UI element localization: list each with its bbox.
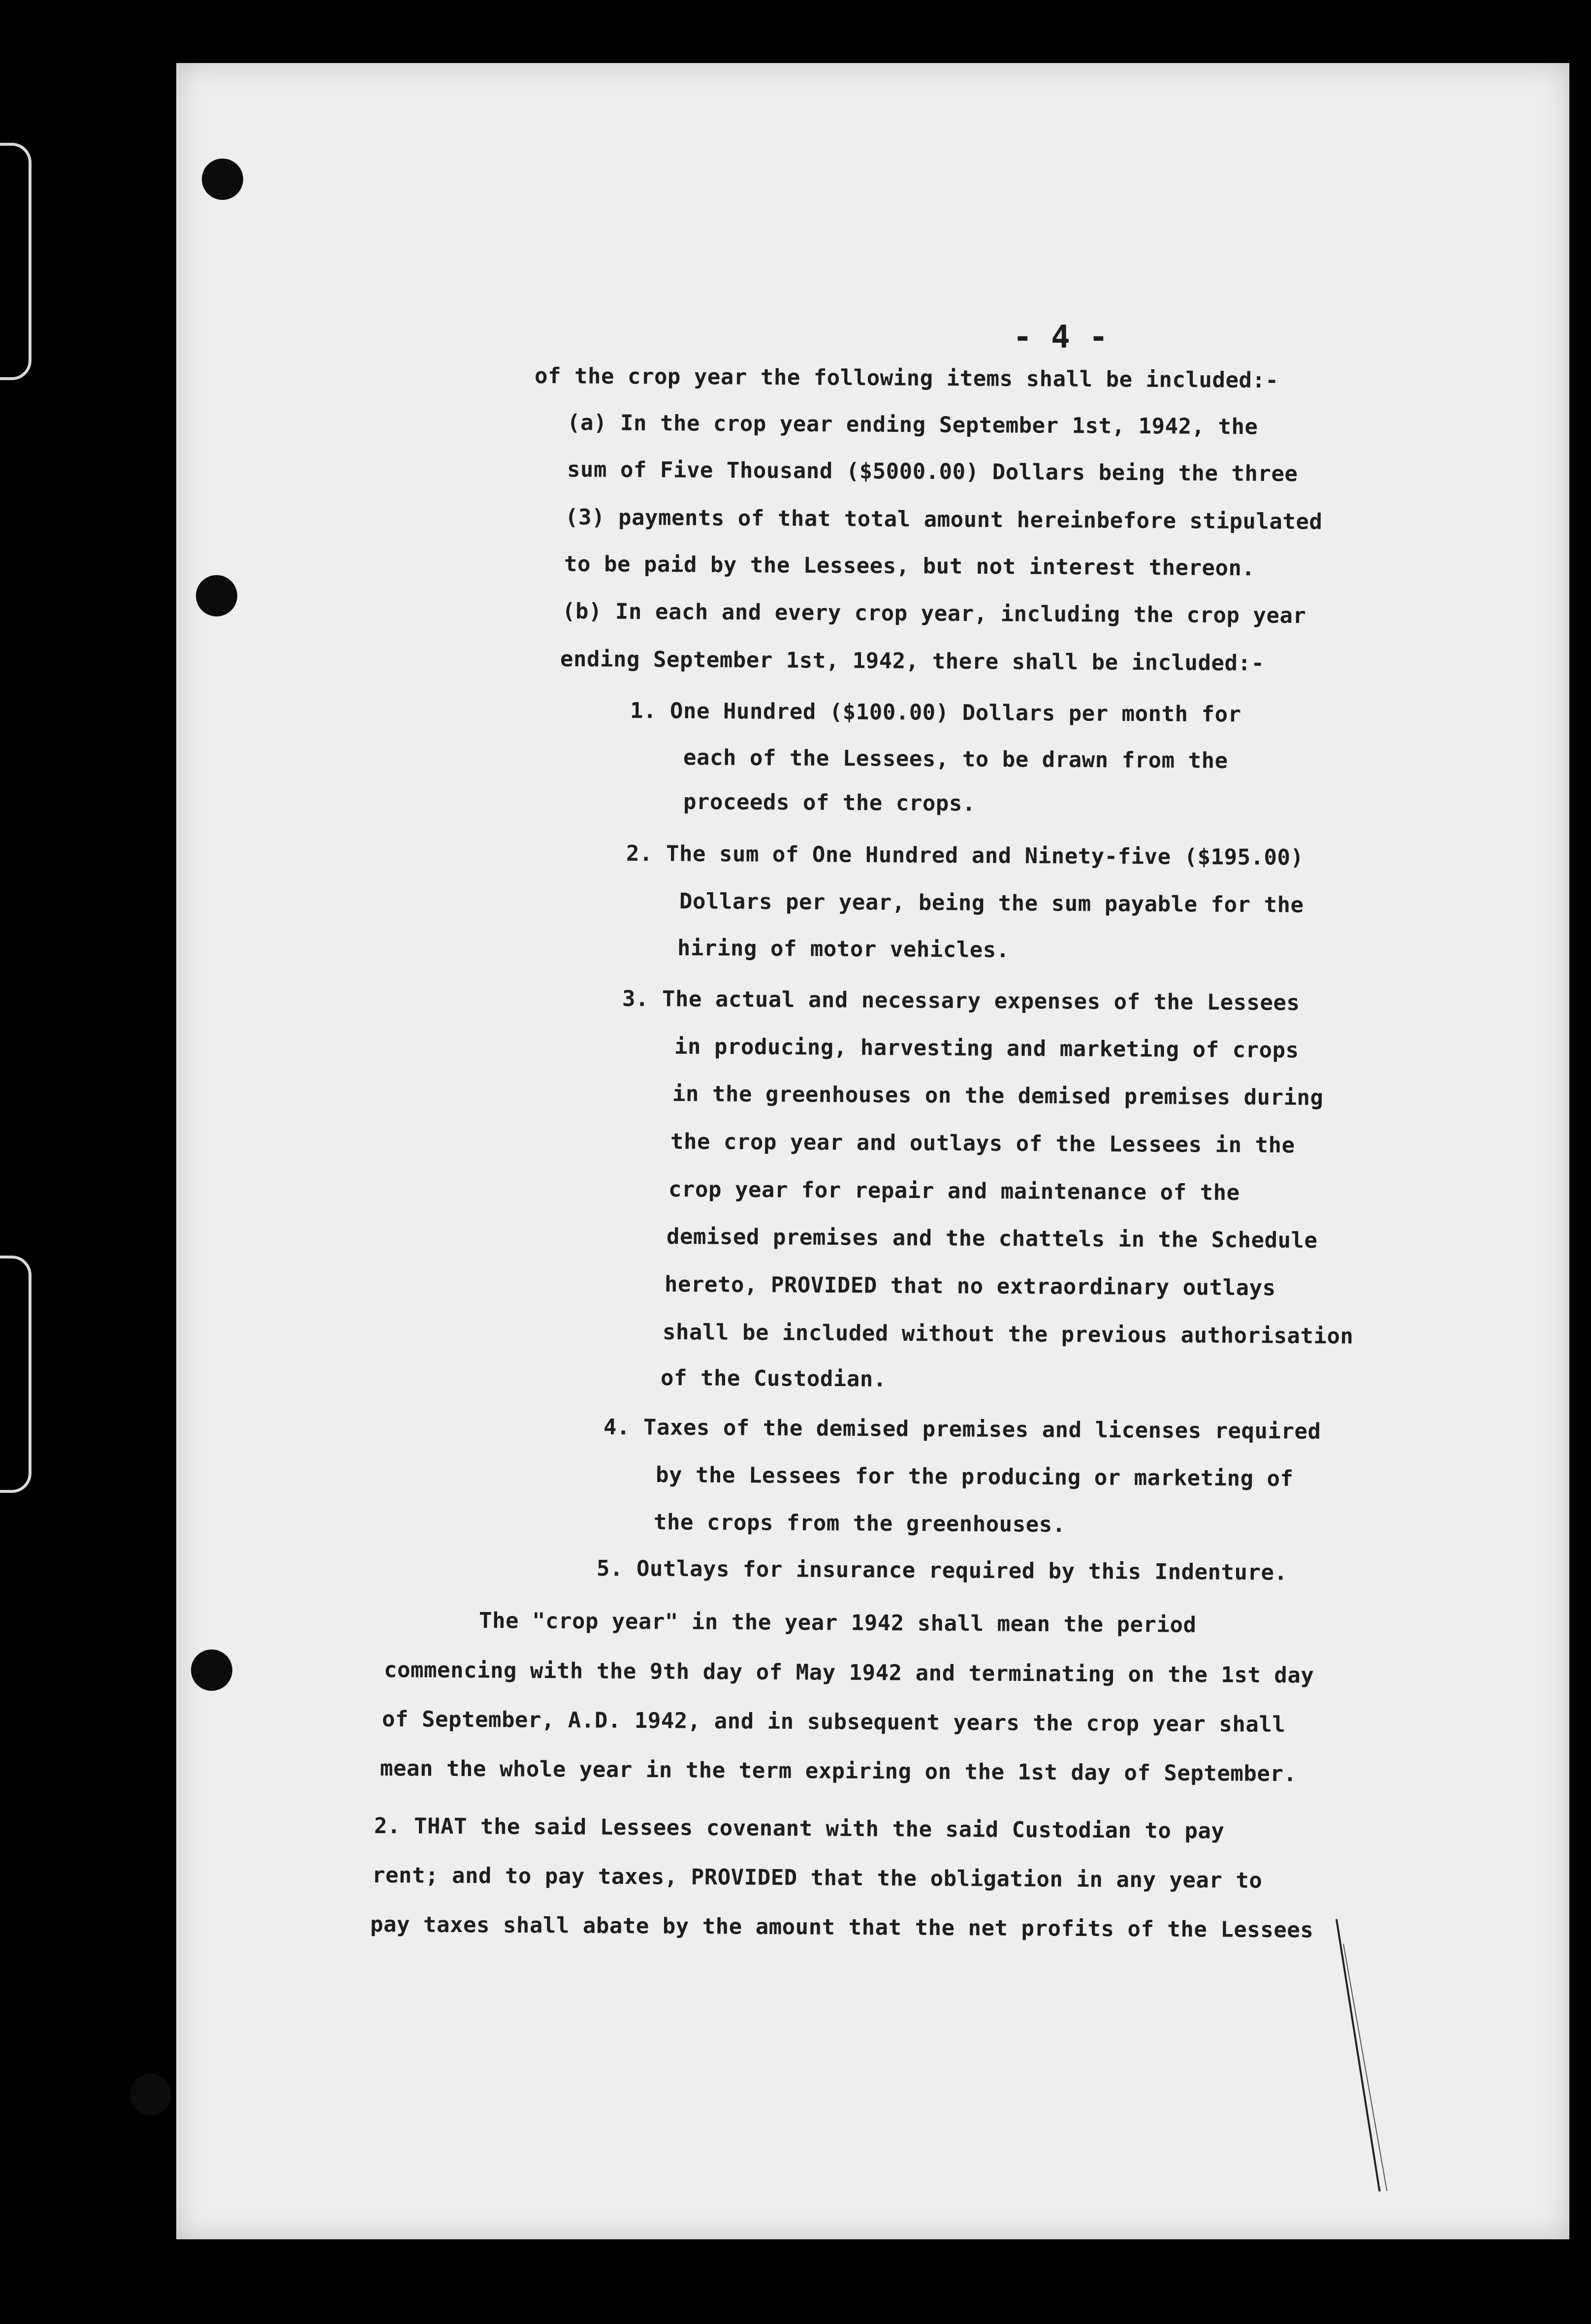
page-edge-scratch (1343, 1944, 1388, 2192)
body-line: to be paid by the Lessees, but not interest thereon. (564, 551, 1255, 581)
body-line: the crop year and outlays of the Lessees in the (670, 1129, 1295, 1158)
body-line: each of the Lessees, to be drawn from the (683, 745, 1228, 774)
body-line: Dollars per year, being the sum payable for the (679, 889, 1304, 918)
binder-hole (130, 2074, 171, 2115)
body-line: of September, A.D. 1942, and in subsequent years the crop year shall (382, 1707, 1286, 1738)
body-line: (a) In the crop year ending September 1st, 1942, the (567, 410, 1258, 440)
body-line: ending September 1st, 1942, there shall be included:- (560, 646, 1265, 676)
body-line: of the crop year the following items shall be included:- (534, 363, 1279, 393)
body-line: (b) In each and every crop year, including the crop year (562, 599, 1306, 629)
body-line: of the Custodian. (660, 1365, 887, 1392)
list-item-3: 3. The actual and necessary expenses of the Lessees (622, 986, 1300, 1016)
body-line: hiring of motor vehicles. (677, 936, 1010, 963)
body-line: pay taxes shall abate by the amount that the net profits of the Lessees (370, 1912, 1314, 1943)
film-edge-tab-bottom (0, 1256, 32, 1493)
body-line: rent; and to pay taxes, PROVIDED that the obligation in any year to (372, 1863, 1263, 1894)
film-edge-tab-top (0, 143, 32, 380)
body-line: (3) payments of that total amount hereinbefore stipulated (565, 505, 1323, 535)
list-item-4: 4. Taxes of the demised premises and licenses required (603, 1415, 1321, 1444)
body-line: The "crop year" in the year 1942 shall mean the period (478, 1608, 1197, 1638)
body-line: in the greenhouses on the demised premises during (672, 1081, 1324, 1111)
list-item-2: 2. The sum of One Hundred and Ninety-five ($195.00) (626, 841, 1304, 871)
body-line: crop year for repair and maintenance of the (668, 1177, 1240, 1206)
body-line: proceeds of the crops. (683, 789, 976, 816)
list-item-1: 1. One Hundred ($100.00) Dollars per month for (630, 698, 1241, 727)
document-page (176, 63, 1569, 2239)
list-item-5: 5. Outlays for insurance required by this Indenture. (596, 1556, 1288, 1585)
body-line: commencing with the 9th day of May 1942 and terminating on the 1st day (383, 1657, 1314, 1688)
body-line: sum of Five Thousand ($5000.00) Dollars being the three (567, 457, 1298, 487)
page-edge-scratch (1336, 1919, 1381, 2192)
body-line: hereto, PROVIDED that no extraordinary outlays (664, 1272, 1276, 1301)
body-line: by the Lessees for the producing or marketing of (655, 1462, 1294, 1491)
body-line: mean the whole year in the term expiring on the 1st day of September. (380, 1756, 1297, 1787)
binder-hole (202, 159, 243, 200)
binder-hole (191, 1649, 232, 1691)
body-line: shall be included without the previous authorisation (662, 1320, 1354, 1349)
body-line: in producing, harvesting and marketing of crops (674, 1034, 1299, 1063)
body-line: demised premises and the chattels in the Schedule (666, 1224, 1318, 1254)
clause-2-line: 2. THAT the said Lessees covenant with the said Custodian to pay (374, 1813, 1225, 1844)
body-line: the crops from the greenhouses. (653, 1510, 1066, 1538)
binder-hole (196, 575, 237, 616)
page-number: - 4 - (1013, 319, 1108, 355)
